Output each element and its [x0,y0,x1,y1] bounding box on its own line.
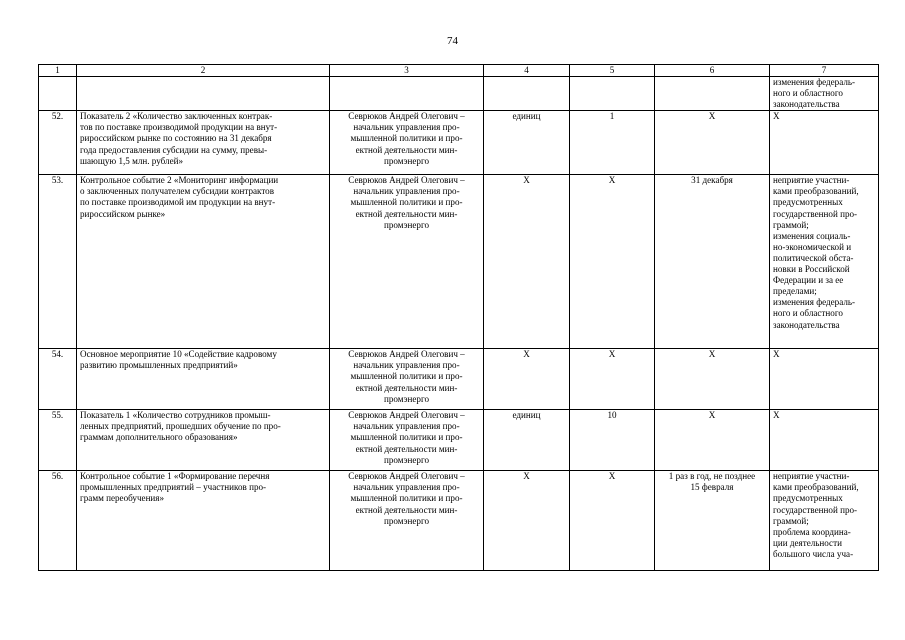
row-unit: X [484,349,570,410]
row-number: 53. [39,175,77,349]
row-responsible: Севрюков Андрей Олегович – начальник управления про- мышленной политики и про- ектной деятельности мин- промэнерго [330,111,484,175]
row-value: X [570,175,655,349]
header-col-3: 3 [330,65,484,77]
page-number: 74 [447,35,458,47]
row-value: X [570,471,655,571]
table-row-continuation [39,77,879,111]
measures-table [38,64,879,571]
row-deadline: X [655,349,770,410]
header-col-4: 4 [484,65,570,77]
header-row [39,65,879,77]
table-row-56 [39,471,879,571]
row-number [39,77,77,111]
row-value: X [570,349,655,410]
row-risks: X [770,349,879,410]
header-col-6: 6 [655,65,770,77]
row-unit: X [484,471,570,571]
header-col-1: 1 [39,65,77,77]
row-responsible: Севрюков Андрей Олегович – начальник управления про- мышленной политики и про- ектной деятельности мин- промэнерго [330,410,484,471]
table-row-52 [39,111,879,175]
row-deadline: X [655,111,770,175]
row-unit: X [484,175,570,349]
header-col-2: 2 [77,65,330,77]
row-name: Основное мероприятие 10 «Содействие кадровому развитию промышленных предприятий» [77,349,330,410]
table-row-55 [39,410,879,471]
row-unit [484,77,570,111]
row-deadline: 31 декабря [655,175,770,349]
row-risks: X [770,111,879,175]
row-unit: единиц [484,410,570,471]
row-deadline: X [655,410,770,471]
row-number: 56. [39,471,77,571]
row-responsible: Севрюков Андрей Олегович – начальник управления про- мышленной политики и про- ектной деятельности мин- промэнерго [330,471,484,571]
row-number: 54. [39,349,77,410]
row-risks: неприятие участни- ками преобразований, предусмотренных государственной про- граммой; изменения социаль- но-экономической и политической обста- новки в Российской Федерации и за ее пределами; изменения федераль- ного и областного законодательства [770,175,879,349]
row-deadline: 1 раз в год, не позднее 15 февраля [655,471,770,571]
row-value: 1 [570,111,655,175]
row-risks: X [770,410,879,471]
row-responsible [330,77,484,111]
row-responsible: Севрюков Андрей Олегович – начальник управления про- мышленной политики и про- ектной деятельности мин- промэнерго [330,175,484,349]
row-name: Показатель 1 «Количество сотрудников промыш- ленных предприятий, прошедших обучение по про- граммам дополнительного образования» [77,410,330,471]
table-row-54 [39,349,879,410]
row-responsible: Севрюков Андрей Олегович – начальник управления про- мышленной политики и про- ектной деятельности мин- промэнерго [330,349,484,410]
row-number: 52. [39,111,77,175]
header-col-7: 7 [770,65,879,77]
row-risks: неприятие участни- ками преобразований, предусмотренных государственной про- граммой; проблема координа- ции деятельности большого числа уча- [770,471,879,571]
row-number: 55. [39,410,77,471]
row-risks: изменения федераль- ного и областного законодательства [770,77,879,111]
table-row-53 [39,175,879,349]
header-col-5: 5 [570,65,655,77]
row-name [77,77,330,111]
row-value: 10 [570,410,655,471]
row-unit: единиц [484,111,570,175]
row-name: Показатель 2 «Количество заключенных контрак- тов по поставке производимой продукции на внут- рироссийском рынке по состоянию на 31 декабря года предоставления субсидии на сумму, превы- шающую 1,5 млн. рублей» [77,111,330,175]
row-deadline [655,77,770,111]
row-value [570,77,655,111]
row-name: Контрольное событие 1 «Формирование перечня промышленных предприятий – участников про- грамм переобучения» [77,471,330,571]
row-name: Контрольное событие 2 «Мониторинг информации о заключенных получателем субсидии контрактов по поставке производимой им продукции на внут- рироссийском рынке» [77,175,330,349]
